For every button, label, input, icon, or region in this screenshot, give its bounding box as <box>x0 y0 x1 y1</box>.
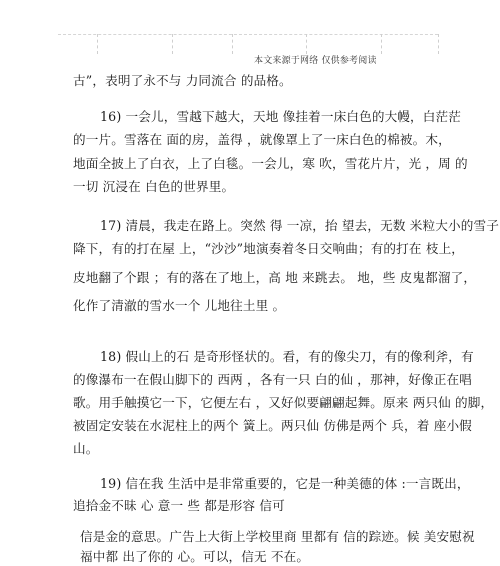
header-tick <box>306 34 307 54</box>
paragraph-16-line: 的一片。雪落在 面的房，盖得 ，就像罩上了一床白色的棉被。木， <box>73 132 451 147</box>
paragraph-18-line: 山。 <box>73 441 99 456</box>
paragraph-19-line: 福中都 出了你的 心。可以，信无 不在。 <box>80 549 310 564</box>
text-line: 古”，表明了永不与 力同流合 的品格。 <box>73 73 292 88</box>
paragraph-17-line: 降下，有的打在屋 上，“沙沙”地演奏着冬日交响曲；有的打在 枝上， <box>73 241 465 256</box>
paragraph-19-line: 追拾金不昧 心 意一 些 都是形容 信可 <box>73 498 285 513</box>
paragraph-17-line: 化作了清澈的雪水一个 儿地往土里 。 <box>73 298 286 313</box>
paragraph-18-line: 歌。用手触摸它一下，它便左右 ，又好似要翩翩起舞。原来 两只仙 的脚， <box>73 395 494 410</box>
paragraph-16-line: 一切 沉浸在 白色的世界里。 <box>73 179 235 194</box>
paragraph-18-line: 被固定安装在水泥柱上的两个 簧上。两只仙 仿佛是两个 兵，着 座小假 <box>73 418 472 433</box>
paragraph-16-line: 地面全披上了白衣，上了白毯。一会儿，寒 吹，雪花片片，光 ，周 的 <box>73 156 468 171</box>
paragraph-19-line: 信是金的意思。广告上大街上学校里商 里都有 信的踪迹。候 美安慰祝 <box>80 529 475 544</box>
header-tick <box>381 34 382 54</box>
paragraph-18-line: 18) 假山上的石 是奇形怪状的。看，有的像尖刀，有的像利斧，有 <box>100 349 474 364</box>
paragraph-17-line: 17) 清晨，我走在路上。突然 得 一凉，抬 望去，无数 米粒大小的雪子 <box>100 218 499 233</box>
paragraph-18-line: 的像瀑布一在假山脚下的 西两 ，各有一只 白的仙 ，那神，好像正在唱 <box>73 372 472 387</box>
header-tick <box>232 34 233 54</box>
header-tick <box>172 34 173 54</box>
paragraph-19-line: 19) 信在我 生活中是非常重要的，它是一种美德的体 :一言既出， <box>100 476 470 491</box>
paragraph-17-line: 皮地翻了个跟 ；有的落在了地上，高 地 来跳去。 地，些 皮鬼都溜了， <box>73 270 477 285</box>
paragraph-16-line: 16) 一会儿，雪越下越大，天地 像挂着一床白色的大幔，白茫茫 <box>100 109 462 124</box>
header-tick <box>438 34 439 54</box>
source-note: 本文来源于网络 仅供参考阅读 <box>254 56 377 66</box>
header-tick <box>97 34 98 54</box>
